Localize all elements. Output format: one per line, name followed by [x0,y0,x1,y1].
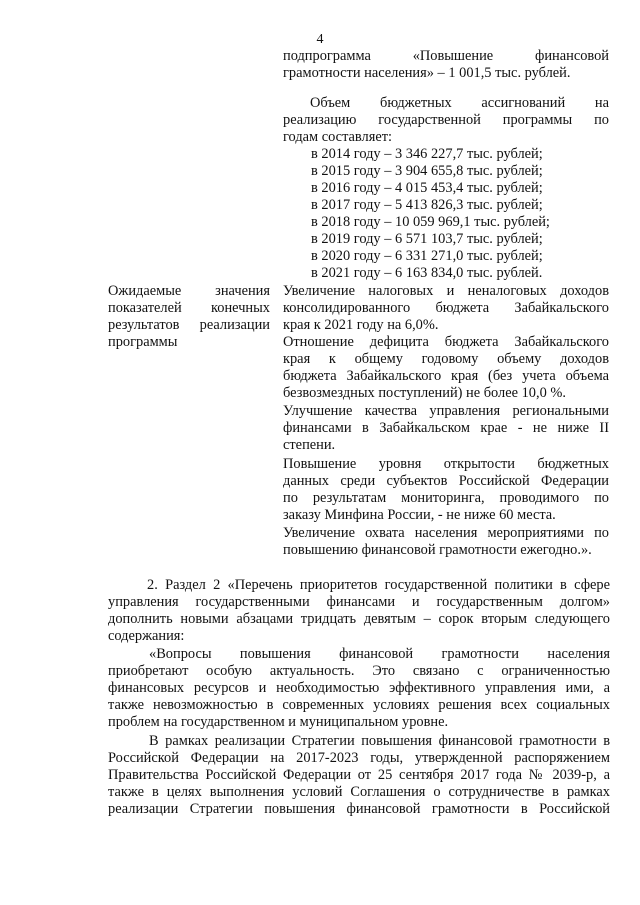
program-intro-line: грамотности населения» – 1 001,5 тыс. рублей. [283,65,571,81]
body-line: проблем на государственном и муниципальном уровне. [108,714,449,730]
year-line: в 2020 году – 6 331 271,0 тыс. рублей; [311,248,543,264]
expected-results-label-line: программы [108,334,178,350]
body-line: управления государственными финансами и государственным долгом» [108,594,610,610]
expected-result-line: Улучшение качества управления региональными [283,403,609,419]
body-line: «Вопросы повышения финансовой грамотности населения [149,646,610,662]
year-line: в 2019 году – 6 571 103,7 тыс. рублей; [311,231,543,247]
page-number: 4 [316,32,324,47]
body-line: реализации Стратегии повышения финансовой грамотности в Российской [108,801,610,817]
body-line: В рамках реализации Стратегии повышения финансовой грамотности в [149,733,610,749]
expected-result-line: Отношение дефицита бюджета Забайкальского [283,334,609,350]
year-line: в 2017 году – 5 413 826,3 тыс. рублей; [311,197,543,213]
expected-result-line: консолидированного бюджета Забайкальского [283,300,609,316]
expected-results-label-line: Ожидаемые значения [108,283,270,299]
expected-result-line: финансами в Забайкальском крае - не ниже II [283,420,609,436]
expected-results-label-line: показателей конечных [108,300,270,316]
expected-result-line: Увеличение охвата населения мероприятиями по [283,525,609,541]
expected-result-line: Повышение уровня открытости бюджетных [283,456,609,472]
year-line: в 2015 году – 3 904 655,8 тыс. рублей; [311,163,543,179]
body-line: также невозможностью в современных условиях решения всех социальных [108,697,610,713]
body-line: Правительства Российской Федерации от 25 сентября 2017 года № 2039-р, а [108,767,610,783]
expected-result-line: степени. [283,437,336,453]
expected-result-line: Увеличение налоговых и неналоговых доходов [283,283,609,299]
expected-result-line: по результатам мониторинга, проводимого по [283,490,609,506]
expected-result-line: края к общему годовому объему доходов [283,351,609,367]
year-line: в 2014 году – 3 346 227,7 тыс. рублей; [311,146,543,162]
expected-result-line: края к 2021 году на 6,0%. [283,317,439,333]
expected-result-line: безвозмездных поступлений) не более 10,0 %. [283,385,566,401]
volume-line: реализацию государственной программы по [283,112,609,128]
program-intro-line: подпрограмма «Повышение финансовой [283,48,609,64]
volume-line: Объем бюджетных ассигнований на [310,95,609,111]
year-line: в 2016 году – 4 015 453,4 тыс. рублей; [311,180,543,196]
body-line: также в целях выполнения условий Соглашения о сотрудничестве в рамках [108,784,610,800]
expected-result-line: повышению финансовой грамотности ежегодно.». [283,542,592,558]
body-line: содержания: [108,628,185,644]
body-line: дополнить новыми абзацами тридцать девятым – сорок вторым следующего [108,611,610,627]
body-line: 2. Раздел 2 «Перечень приоритетов государственной политики в сфере [147,577,610,593]
year-line: в 2018 году – 10 059 969,1 тыс. рублей; [311,214,550,230]
body-line: Российской Федерации на 2017-2023 годы, утвержденной распоряжением [108,750,610,766]
expected-result-line: заказу Минфина России, - не ниже 60 места. [283,507,556,523]
expected-results-label-line: результатов реализации [108,317,270,333]
expected-result-line: данных среди субъектов Российской Федерации [283,473,609,489]
year-line: в 2021 году – 6 163 834,0 тыс. рублей. [311,265,543,281]
expected-result-line: бюджета Забайкальского края (без учета объема [283,368,609,384]
body-line: приобретают особую актуальность. Это связано с ограниченностью [108,663,610,679]
body-line: финансовых ресурсов и необходимостью эффективного управления ими, а [108,680,610,696]
volume-line: годам составляет: [283,129,392,145]
